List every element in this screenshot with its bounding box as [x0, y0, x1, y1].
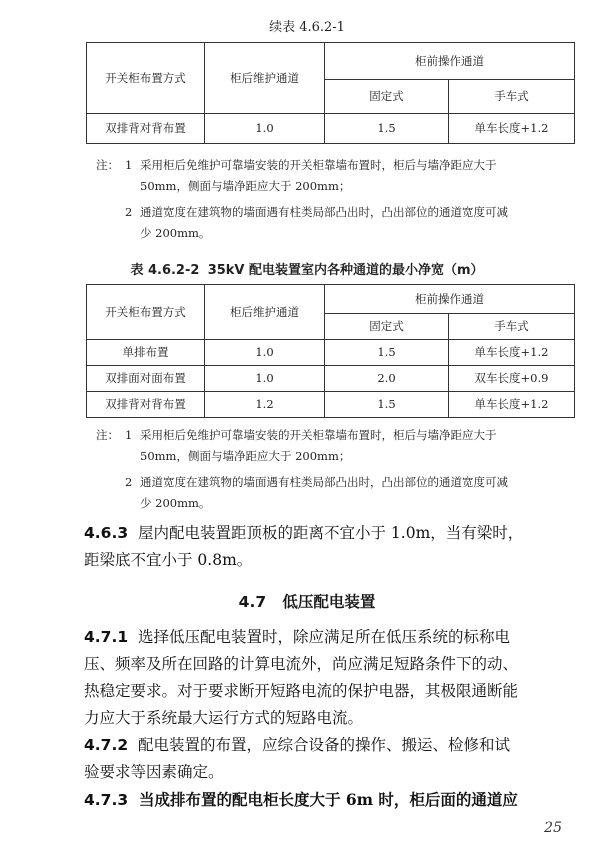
- clause-4-6-3: [84, 520, 584, 574]
- table1: [86, 42, 575, 144]
- table-row: [87, 114, 575, 144]
- clause-text: 力应大于系统最大运行方式的短路电流。: [84, 709, 364, 727]
- cell-rear: 1.0: [205, 366, 325, 392]
- note-text: 采用柜后免维护可靠墙安装的开关柜靠墙布置时，柜后与墙净距应大于: [140, 158, 497, 172]
- cell-fixed: 2.0: [325, 366, 449, 392]
- cell-handcart: 单车长度+1.2: [449, 340, 575, 366]
- clause-number: 4.7.1: [84, 628, 129, 646]
- table1-header-front-group: 柜前操作通道: [325, 43, 575, 80]
- table1-header-fixed: 固定式: [325, 80, 449, 114]
- clause-text: 屋内配电装置距顶板的距离不宜小于 1.0m，当有梁时，: [138, 524, 524, 542]
- table-row: [87, 392, 575, 418]
- cell-handcart: 双车长度+0.9: [449, 366, 575, 392]
- section-title: 低压配电装置: [282, 593, 376, 611]
- cell-rear: 1.2: [205, 392, 325, 418]
- clause-number: 4.7.3: [84, 791, 129, 809]
- notes-prefix: 注：: [96, 158, 119, 172]
- clause-text: 压、频率及所在回路的计算电流外，尚应满足短路条件下的动、: [84, 655, 519, 673]
- table2-header-rear: 柜后维护通道: [205, 285, 325, 340]
- table-row: [87, 340, 575, 366]
- table2: [86, 284, 575, 418]
- section-number: 4.7: [238, 593, 267, 611]
- cell-handcart: 单车长度+1.2: [449, 114, 575, 144]
- cell-handcart: 单车长度+1.2: [449, 392, 575, 418]
- clause-text: 热稳定要求。对于要求断开短路电流的保护电器，其极限通断能: [84, 682, 519, 700]
- clause-text: 验要求等因素确定。: [84, 763, 224, 781]
- note-number: 2: [125, 205, 133, 219]
- clause-line: [84, 786, 584, 814]
- note-text: 通道宽度在建筑物的墙面遇有柱类局部凸出时，凸出部位的通道宽度可减: [140, 475, 508, 489]
- clause-line: [84, 624, 584, 651]
- cell-layout: 双排背对背布置: [87, 392, 205, 418]
- table1-header-rear: 柜后维护通道: [205, 43, 325, 114]
- cell-fixed: 1.5: [325, 392, 449, 418]
- table2-header-row: [87, 285, 575, 314]
- cell-layout: 双排面对面布置: [87, 366, 205, 392]
- clause-text: 距梁底不宜小于 0.8m。: [84, 551, 253, 569]
- page-number: 25: [544, 820, 562, 836]
- clause-text: 配电装置的布置，应综合设备的操作、搬运、检修和试: [138, 736, 511, 754]
- clause-4-7-2: [84, 732, 584, 786]
- clause-line: [84, 732, 584, 759]
- table1-header-handcart: 手车式: [449, 80, 575, 114]
- table2-header-handcart: 手车式: [449, 314, 575, 340]
- table2-header-front-group: 柜前操作通道: [325, 285, 575, 314]
- table1-header-row: [87, 43, 575, 80]
- table1-header-layout: 开关柜布置方式: [87, 43, 205, 114]
- clause-text: 选择低压配电装置时，除应满足所在低压系统的标称电: [138, 628, 511, 646]
- cell-layout: 双排背对背布置: [87, 114, 205, 144]
- table2-header-fixed: 固定式: [325, 314, 449, 340]
- cell-rear: 1.0: [205, 114, 325, 144]
- clause-number: 4.6.3: [84, 524, 129, 542]
- note-text: 采用柜后免维护可靠墙安装的开关柜靠墙布置时，柜后与墙净距应大于: [140, 428, 497, 442]
- table1-caption: 续表 4.6.2-1: [269, 20, 345, 35]
- note-number: 1: [125, 428, 133, 442]
- note-text: 少 200mm。: [140, 226, 211, 240]
- note-text: 50mm，侧面与墙净距应大于 200mm；: [140, 179, 351, 193]
- cell-rear: 1.0: [205, 340, 325, 366]
- table2-header-layout: 开关柜布置方式: [87, 285, 205, 340]
- note-text: 50mm，侧面与墙净距应大于 200mm；: [140, 449, 351, 463]
- table-row: [87, 366, 575, 392]
- note-text: 少 200mm。: [140, 496, 211, 510]
- table2-caption-number: 表 4.6.2-2: [130, 263, 200, 278]
- clause-4-7-3: [84, 786, 584, 814]
- cell-layout: 单排布置: [87, 340, 205, 366]
- note-text: 通道宽度在建筑物的墙面遇有柱类局部凸出时，凸出部位的通道宽度可减: [140, 205, 508, 219]
- cell-fixed: 1.5: [325, 340, 449, 366]
- table2-caption-text: 35kV 配电装置室内各种通道的最小净宽（m）: [207, 263, 484, 278]
- clause-4-7-1: [84, 624, 584, 732]
- note-number: 2: [125, 475, 133, 489]
- note-number: 1: [125, 158, 133, 172]
- section-heading: [0, 590, 614, 612]
- clause-text: 当成排布置的配电柜长度大于 6m 时，柜后面的通道应: [138, 790, 518, 809]
- cell-fixed: 1.5: [325, 114, 449, 144]
- clause-number: 4.7.2: [84, 736, 129, 754]
- notes-prefix: 注：: [96, 428, 119, 442]
- table2-caption: [0, 259, 614, 278]
- clause-line: [84, 520, 584, 547]
